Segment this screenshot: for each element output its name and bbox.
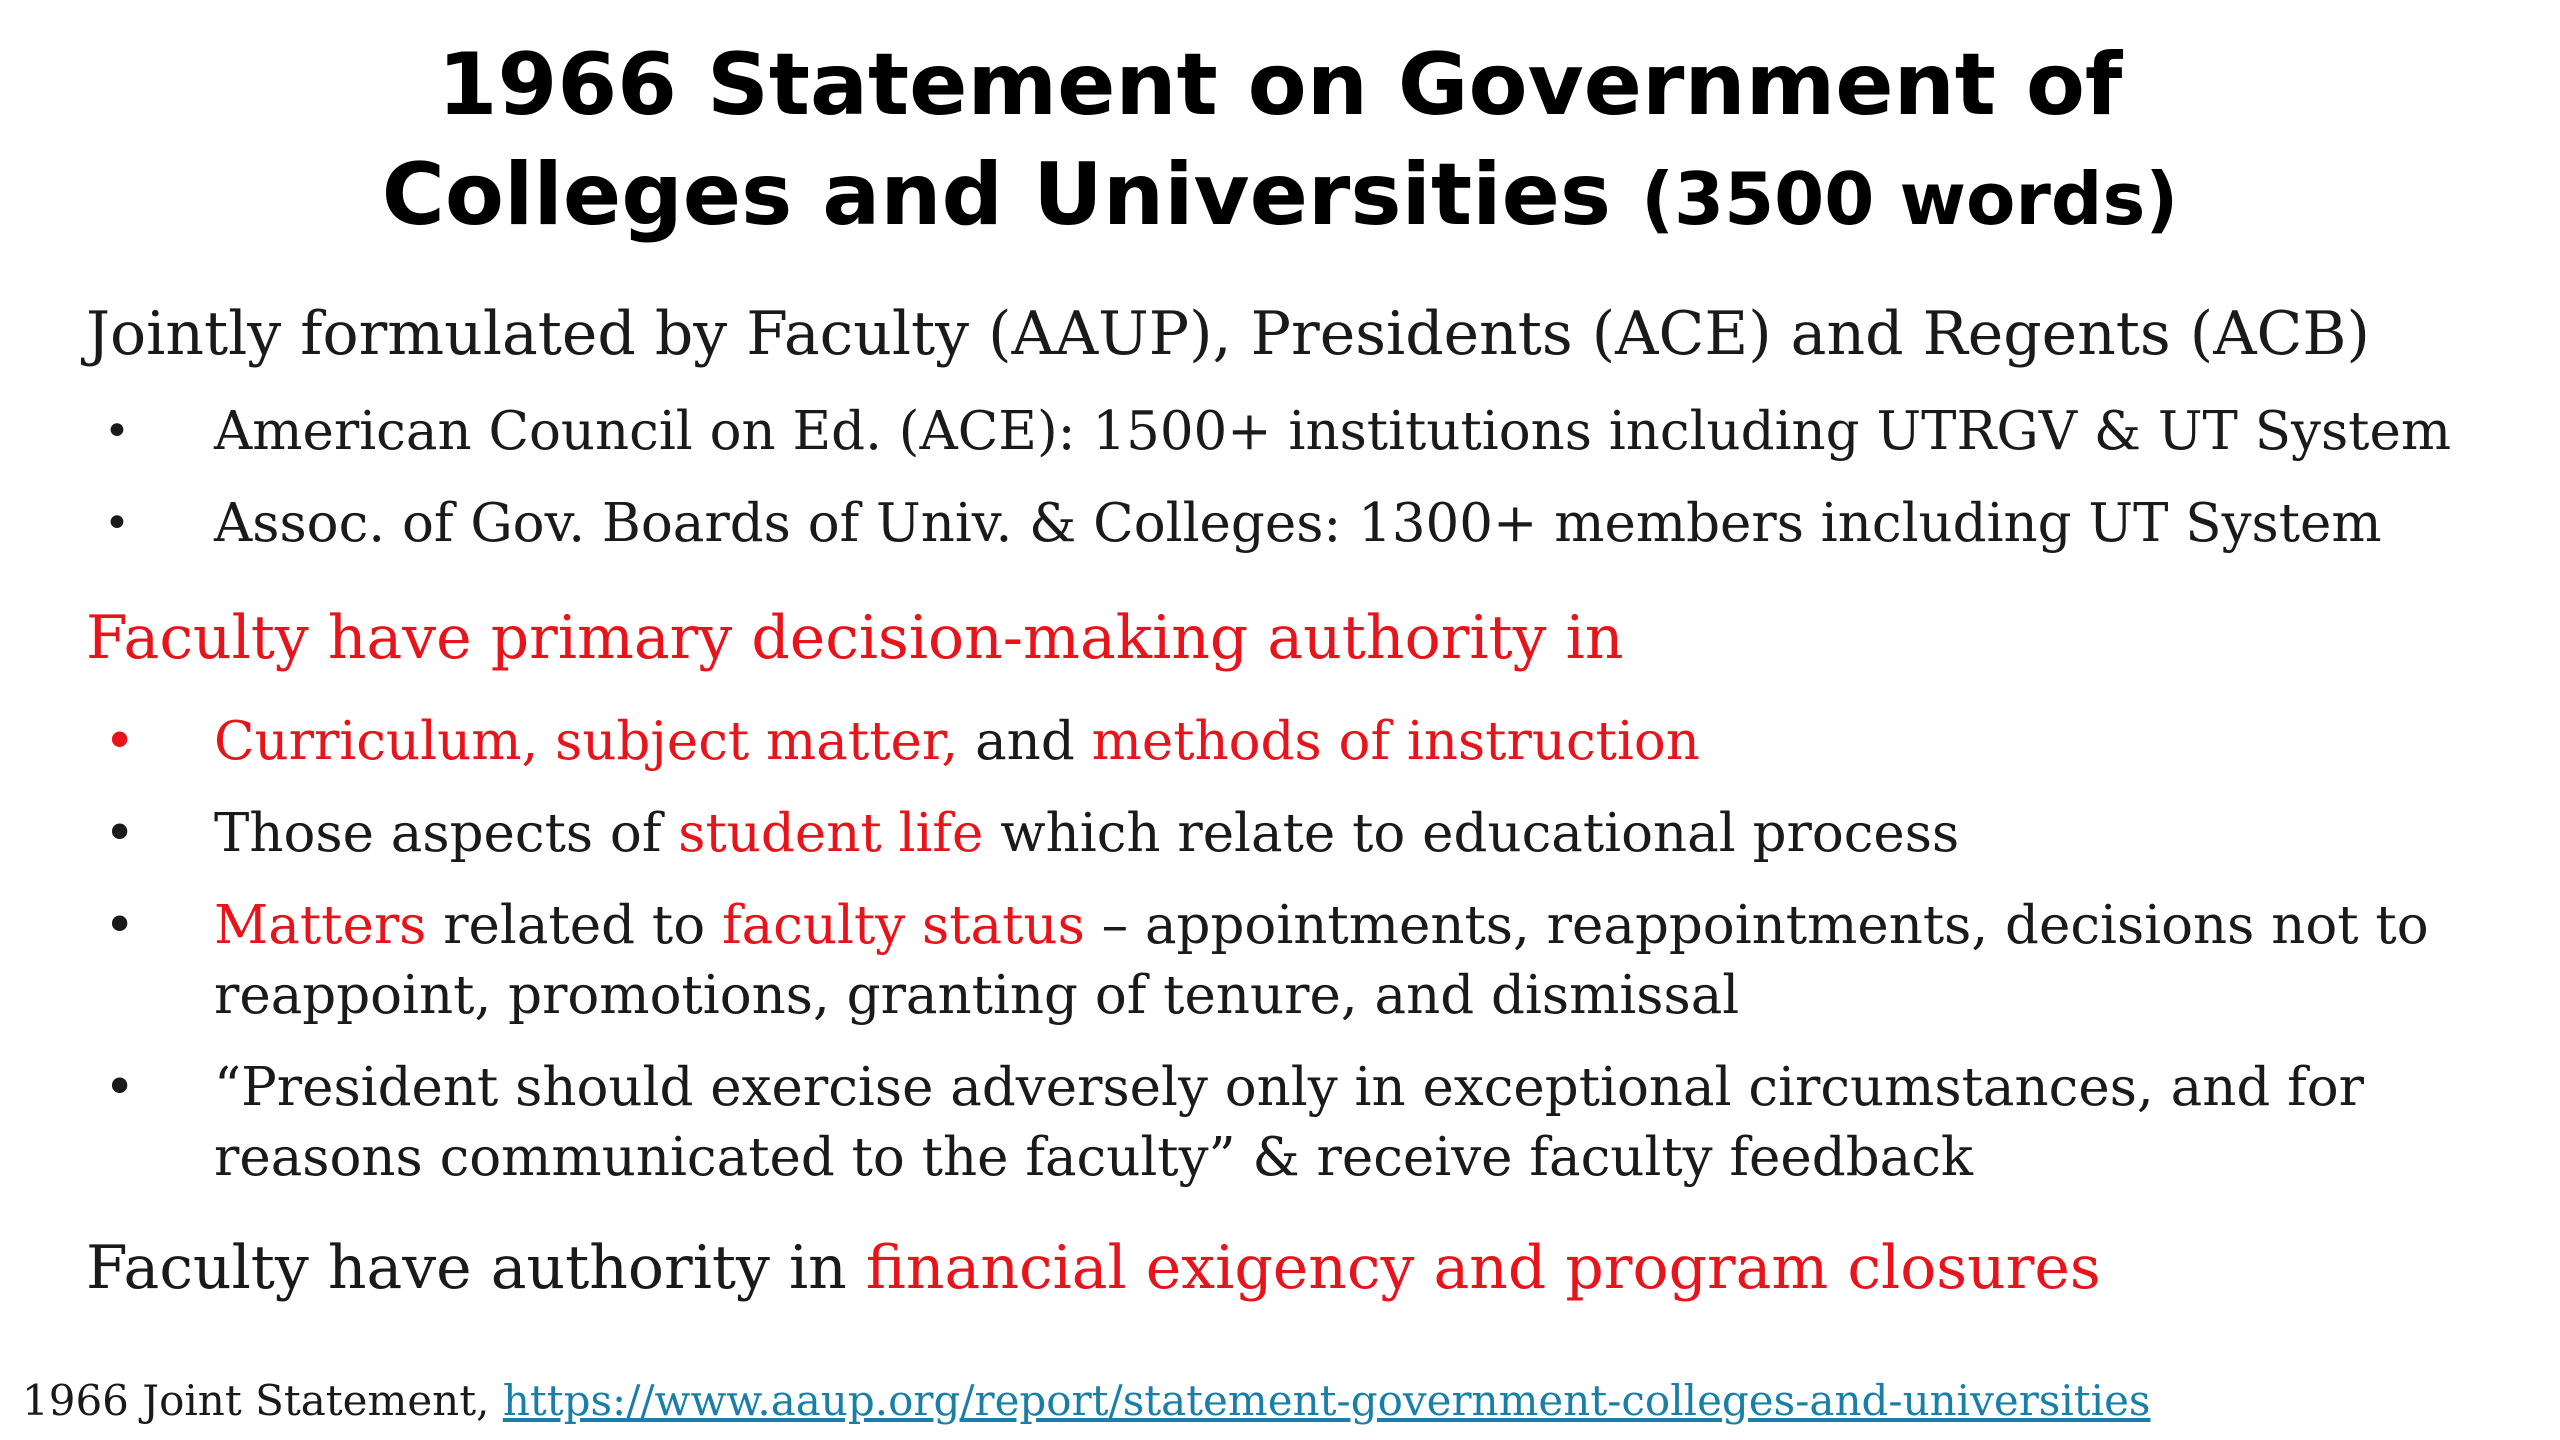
heading-text: Faculty have authority in (86, 1233, 866, 1303)
list-item-text: Those aspects of (214, 803, 679, 864)
list-item-text: – appointments, reappointments, decisions not to reappoint, promotions, granting of tenure, and dismissal (214, 895, 2429, 1026)
list-item-text-red: faculty status (721, 895, 1085, 956)
bullet-icon: • (104, 803, 136, 864)
list-item-text: which relate to educational process (983, 803, 1960, 864)
list-item-text: related to (426, 895, 722, 956)
bullet-icon: • (104, 498, 130, 549)
title-line-2 (0, 140, 2560, 254)
list-item (86, 707, 2486, 777)
bullet-icon: • (104, 1057, 136, 1118)
list-item-text: Assoc. of Gov. Boards of Univ. & Colleges: 1300+ members including UT System (214, 493, 2382, 554)
title-word-count: (3500 words) (1641, 157, 2179, 241)
section-heading-primary-authority: Faculty have primary decision-making authority in (86, 603, 1624, 673)
list-item (86, 891, 2486, 1031)
section-heading-joint: Jointly formulated by Faculty (AAUP), Presidents (ACE) and Regents (ACB) (86, 299, 2370, 369)
title-line-1: 1966 Statement on Government of (437, 35, 2123, 135)
list-item (86, 489, 2486, 559)
bullet-icon: • (104, 895, 136, 956)
list-item-text: American Council on Ed. (ACE): 1500+ institutions including UTRGV & UT System (214, 401, 2452, 462)
slide-title (0, 30, 2560, 254)
citation-link[interactable]: https://www.aaup.org/report/statement-government-colleges-and-universities (502, 1376, 2151, 1425)
joint-bodies-list (86, 397, 2486, 559)
list-item-text-red: student life (678, 803, 984, 864)
title-line-2-main: Colleges and Universities (381, 145, 1612, 245)
bullet-icon: • (104, 711, 136, 772)
citation-footer (22, 1373, 2150, 1429)
list-item (86, 397, 2486, 467)
list-item-text-red: Matters (214, 895, 427, 956)
list-item (86, 799, 2486, 869)
list-item-text-red: methods of instruction (1091, 711, 1700, 772)
heading-text-red: financial exigency and program closures (865, 1233, 2101, 1303)
list-item (86, 1053, 2486, 1193)
bullet-icon: • (104, 406, 130, 457)
list-item-text: and (958, 711, 1092, 772)
citation-label: 1966 Joint Statement, (22, 1376, 503, 1425)
list-item-text: “President should exercise adversely only in exceptional circumstances, and for reasons communicated to the faculty” & receive faculty feedback (214, 1057, 2364, 1188)
section-heading-financial (86, 1232, 2101, 1304)
list-item-text-red: Curriculum, subject matter, (214, 711, 959, 772)
primary-authority-list (86, 707, 2486, 1193)
